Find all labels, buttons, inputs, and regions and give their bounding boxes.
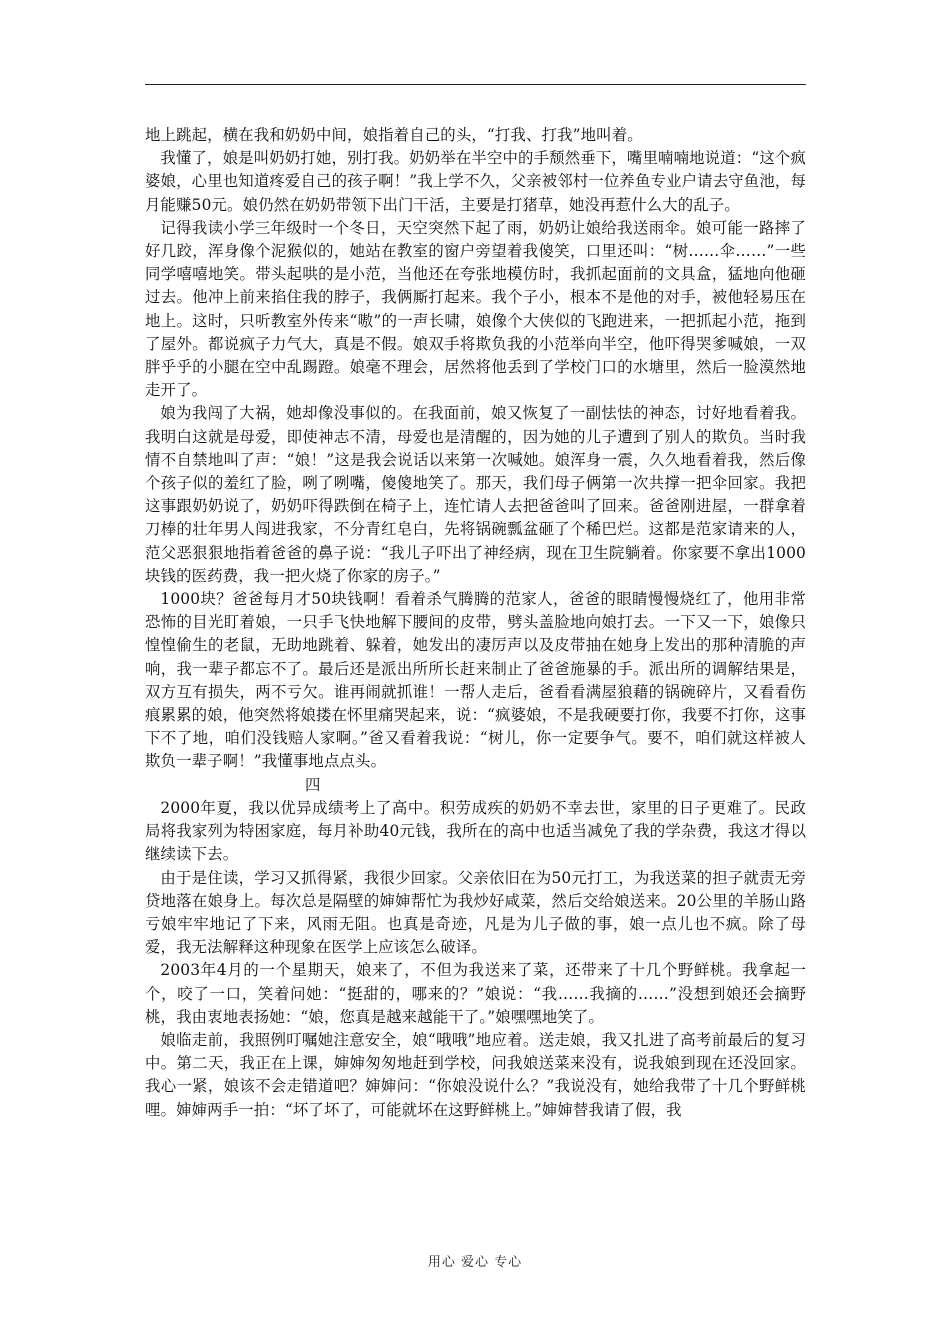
paragraph: 记得我读小学三年级时一个冬日，天空突然下起了雨，奶奶让娘给我送雨伞。娘可能一路摔了好几跤，浑身像个泥猴似的，她站在教室的窗户旁望着我傻笑，口里还叫：“树……伞……”一些同学嘻嘻地笑。带头起哄的是小范，当他还在夸张地模仿时，我抓起面前的文具盒，猛地向他砸过去。他冲上前来掐住我的脖子，我俩厮打起来。我个子小，根本不是他的对手，被他轻易压在地上。这时，只听教室外传来“嗷”的一声长啸，娘像个大侠似的飞跑进来，一把抓起小范，拖到了屋外。都说疯子力气大，真是不假。娘双手将欺负我的小范举向半空，他吓得哭爹喊娘，一双胖乎乎的小腿在空中乱踢蹬。娘毫不理会，居然将他丢到了学校门口的水塘里，然后一脸漠然地走开了。: [145, 218, 806, 400]
page-footer: 用心 爱心 专心: [427, 1255, 523, 1270]
paragraph: 2000年夏，我以优异成绩考上了高中。积劳成疾的奶奶不幸去世，家里的日子更难了。民政局将我家列为特困家庭，每月补助40元钱，我所在的高中也适当减免了我的学杂费，我这才得以继续读下去。: [145, 798, 806, 864]
paragraph: 地上跳起，横在我和奶奶中间，娘指着自己的头，“打我、打我”地叫着。: [145, 126, 643, 144]
header-rule: [145, 84, 806, 85]
paragraph: 2003年4月的一个星期天，娘来了，不但为我送来了菜，还带来了十几个野鲜桃。我拿起一个，咬了一口，笑着问她：“挺甜的，哪来的？”娘说：“我……我摘的……”没想到娘还会摘野桃，我由衷地表扬她：“娘，您真是越来越能干了。”娘嘿嘿地笑了。: [145, 961, 806, 1026]
paragraph: 由于是住读，学习又抓得紧，我很少回家。父亲依旧在为50元打工，为我送菜的担子就责无旁贷地落在娘身上。每次总是隔壁的婶婶帮忙为我炒好咸菜，然后交给娘送来。20公里的羊肠山路亏娘牢牢地记了下来，风雨无阻。也真是奇迹，凡是为儿子做的事，娘一点儿也不疯。除了母爱，我无法解释这种现象在医学上应该怎么破译。: [145, 868, 806, 957]
paragraph: 娘临走前，我照例叮嘱她注意安全，娘“哦哦”地应着。送走娘，我又扎进了高考前最后的复习中。第二天，我正在上课，婶婶匆匆地赶到学校，问我娘送菜来没有，说我娘到现在还没回家。我心一紧，娘该不会走错道吧？婶婶问：“你娘没说什么？”我说没有，她给我带了十几个野鲜桃哩。婶婶两手一拍：“坏了坏了，可能就坏在这野鲜桃上。”婶婶替我请了假，我: [145, 1030, 806, 1119]
section-heading: 四: [305, 775, 322, 794]
paragraph: 我懂了，娘是叫奶奶打她，别打我。奶奶举在半空中的手颓然垂下，嘴里喃喃地说道：“这个疯婆娘，心里也知道疼爱自己的孩子啊！”我上学不久，父亲被邻村一位养鱼专业户请去守鱼池，每月能赚50元。娘仍然在奶奶带领下出门干活，主要是打猪草，她没再惹什么大的乱子。: [145, 149, 806, 214]
document-body: [145, 124, 806, 1122]
paragraph: 1000块？爸爸每月才50块钱啊！看着杀气腾腾的范家人，爸爸的眼睛慢慢烧红了，他用非常恐怖的目光盯着娘，一只手飞快地解下腰间的皮带，劈头盖脸地向娘打去。一下又一下，娘像只惶惶偷生的老鼠，无助地跳着、躲着，她发出的凄厉声以及皮带抽在她身上发出的那种清脆的声响，我一辈子都忘不了。最后还是派出所所长赶来制止了爸爸施暴的手。派出所的调解结果是，双方互有损失，两不亏欠。谁再闹就抓谁！一帮人走后，爸看看满屋狼藉的锅碗碎片，又看看伤痕累累的娘，他突然将娘搂在怀里痛哭起来，说：“疯婆娘，不是我硬要打你，我要不打你，这事下不了地，咱们没钱赔人家啊。”爸又看着我说：“树儿，你一定要争气。要不，咱们就这样被人欺负一辈子啊！”我懂事地点点头。: [145, 590, 806, 771]
paragraph: 娘为我闯了大祸，她却像没事似的。在我面前，娘又恢复了一副怯怯的神态，讨好地看着我。我明白这就是母爱，即使神志不清，母爱也是清醒的，因为她的儿子遭到了别人的欺负。当时我情不自禁地叫了声：“娘！”这是我会说话以来第一次喊她。娘浑身一震，久久地看着我，然后像个孩子似的羞红了脸，咧了咧嘴，傻傻地笑了。那天，我们母子俩第一次共撑一把伞回家。我把这事跟奶奶说了，奶奶吓得跌倒在椅子上，连忙请人去把爸爸叫了回来。爸爸刚进屋，一群拿着刀棒的壮年男人闯进我家，不分青红皂白，先将锅碗瓢盆砸了个稀巴烂。这都是范家请来的人，范父恶狠狠地指着爸爸的鼻子说：“我儿子吓出了神经病，现在卫生院躺着。你家要不拿出1000块钱的医药费，我一把火烧了你家的房子。”: [145, 404, 806, 585]
